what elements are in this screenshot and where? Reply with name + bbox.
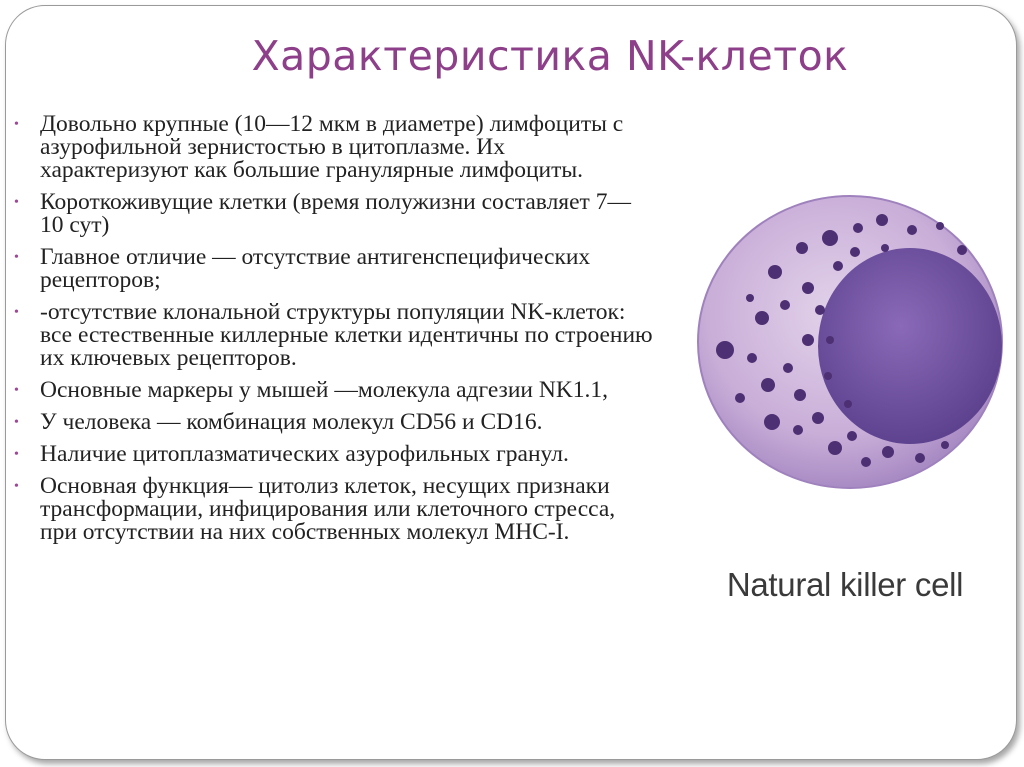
nk-cell-illustration	[690, 190, 1010, 510]
bullet-dot-icon: •	[14, 250, 19, 265]
bullet-text: Главное отличие — отсутствие антигенспецифических рецепторов;	[40, 244, 591, 293]
bullet-item	[14, 113, 654, 182]
bullet-text: -отсутствие клональной структуры популяции NK-клеток: все естественные киллерные клетки идентичны по строению их ключевых рецепторов.	[40, 299, 653, 371]
image-caption: Natural killer cell	[726, 566, 964, 603]
bullet-text: Основные маркеры у мышей —молекула адгезии NK1.1,	[40, 377, 609, 403]
bullet-item	[14, 191, 654, 237]
bullet-item	[14, 246, 654, 292]
bullet-item	[14, 475, 654, 544]
bullet-item	[14, 379, 654, 402]
bullet-dot-icon: •	[14, 305, 19, 320]
bullet-text: Довольно крупные (10—12 мкм в диаметре) лимфоциты с азурофильной зернистостью в цитоплазме. Их характеризуют как большие гранулярные лимфоциты.	[40, 111, 624, 183]
bullet-text: У человека — комбинация молекул CD56 и CD16.	[40, 409, 543, 435]
bullet-item	[14, 301, 654, 370]
slide-title: Характеристика NK-клеток	[251, 32, 849, 80]
bullet-text: Наличие цитоплазматических азурофильных гранул.	[40, 441, 569, 467]
bullet-item	[14, 411, 654, 434]
bullet-dot-icon: •	[14, 117, 19, 132]
bullet-list	[14, 113, 654, 553]
bullet-dot-icon: •	[14, 195, 19, 210]
bullet-item	[14, 443, 654, 466]
bullet-text: Короткоживущие клетки (время полужизни составляет 7—10 сут)	[40, 189, 631, 238]
bullet-dot-icon: •	[14, 479, 19, 494]
bullet-dot-icon: •	[14, 447, 19, 462]
bullet-dot-icon: •	[14, 415, 19, 430]
bullet-text: Основная функция— цитолиз клеток, несущих признаки трансформации, инфицирования или клеточного стресса, при отсутствии на них собственных молекул MHC-I.	[40, 473, 616, 545]
bullet-dot-icon: •	[14, 383, 19, 398]
nucleus	[818, 248, 1002, 444]
